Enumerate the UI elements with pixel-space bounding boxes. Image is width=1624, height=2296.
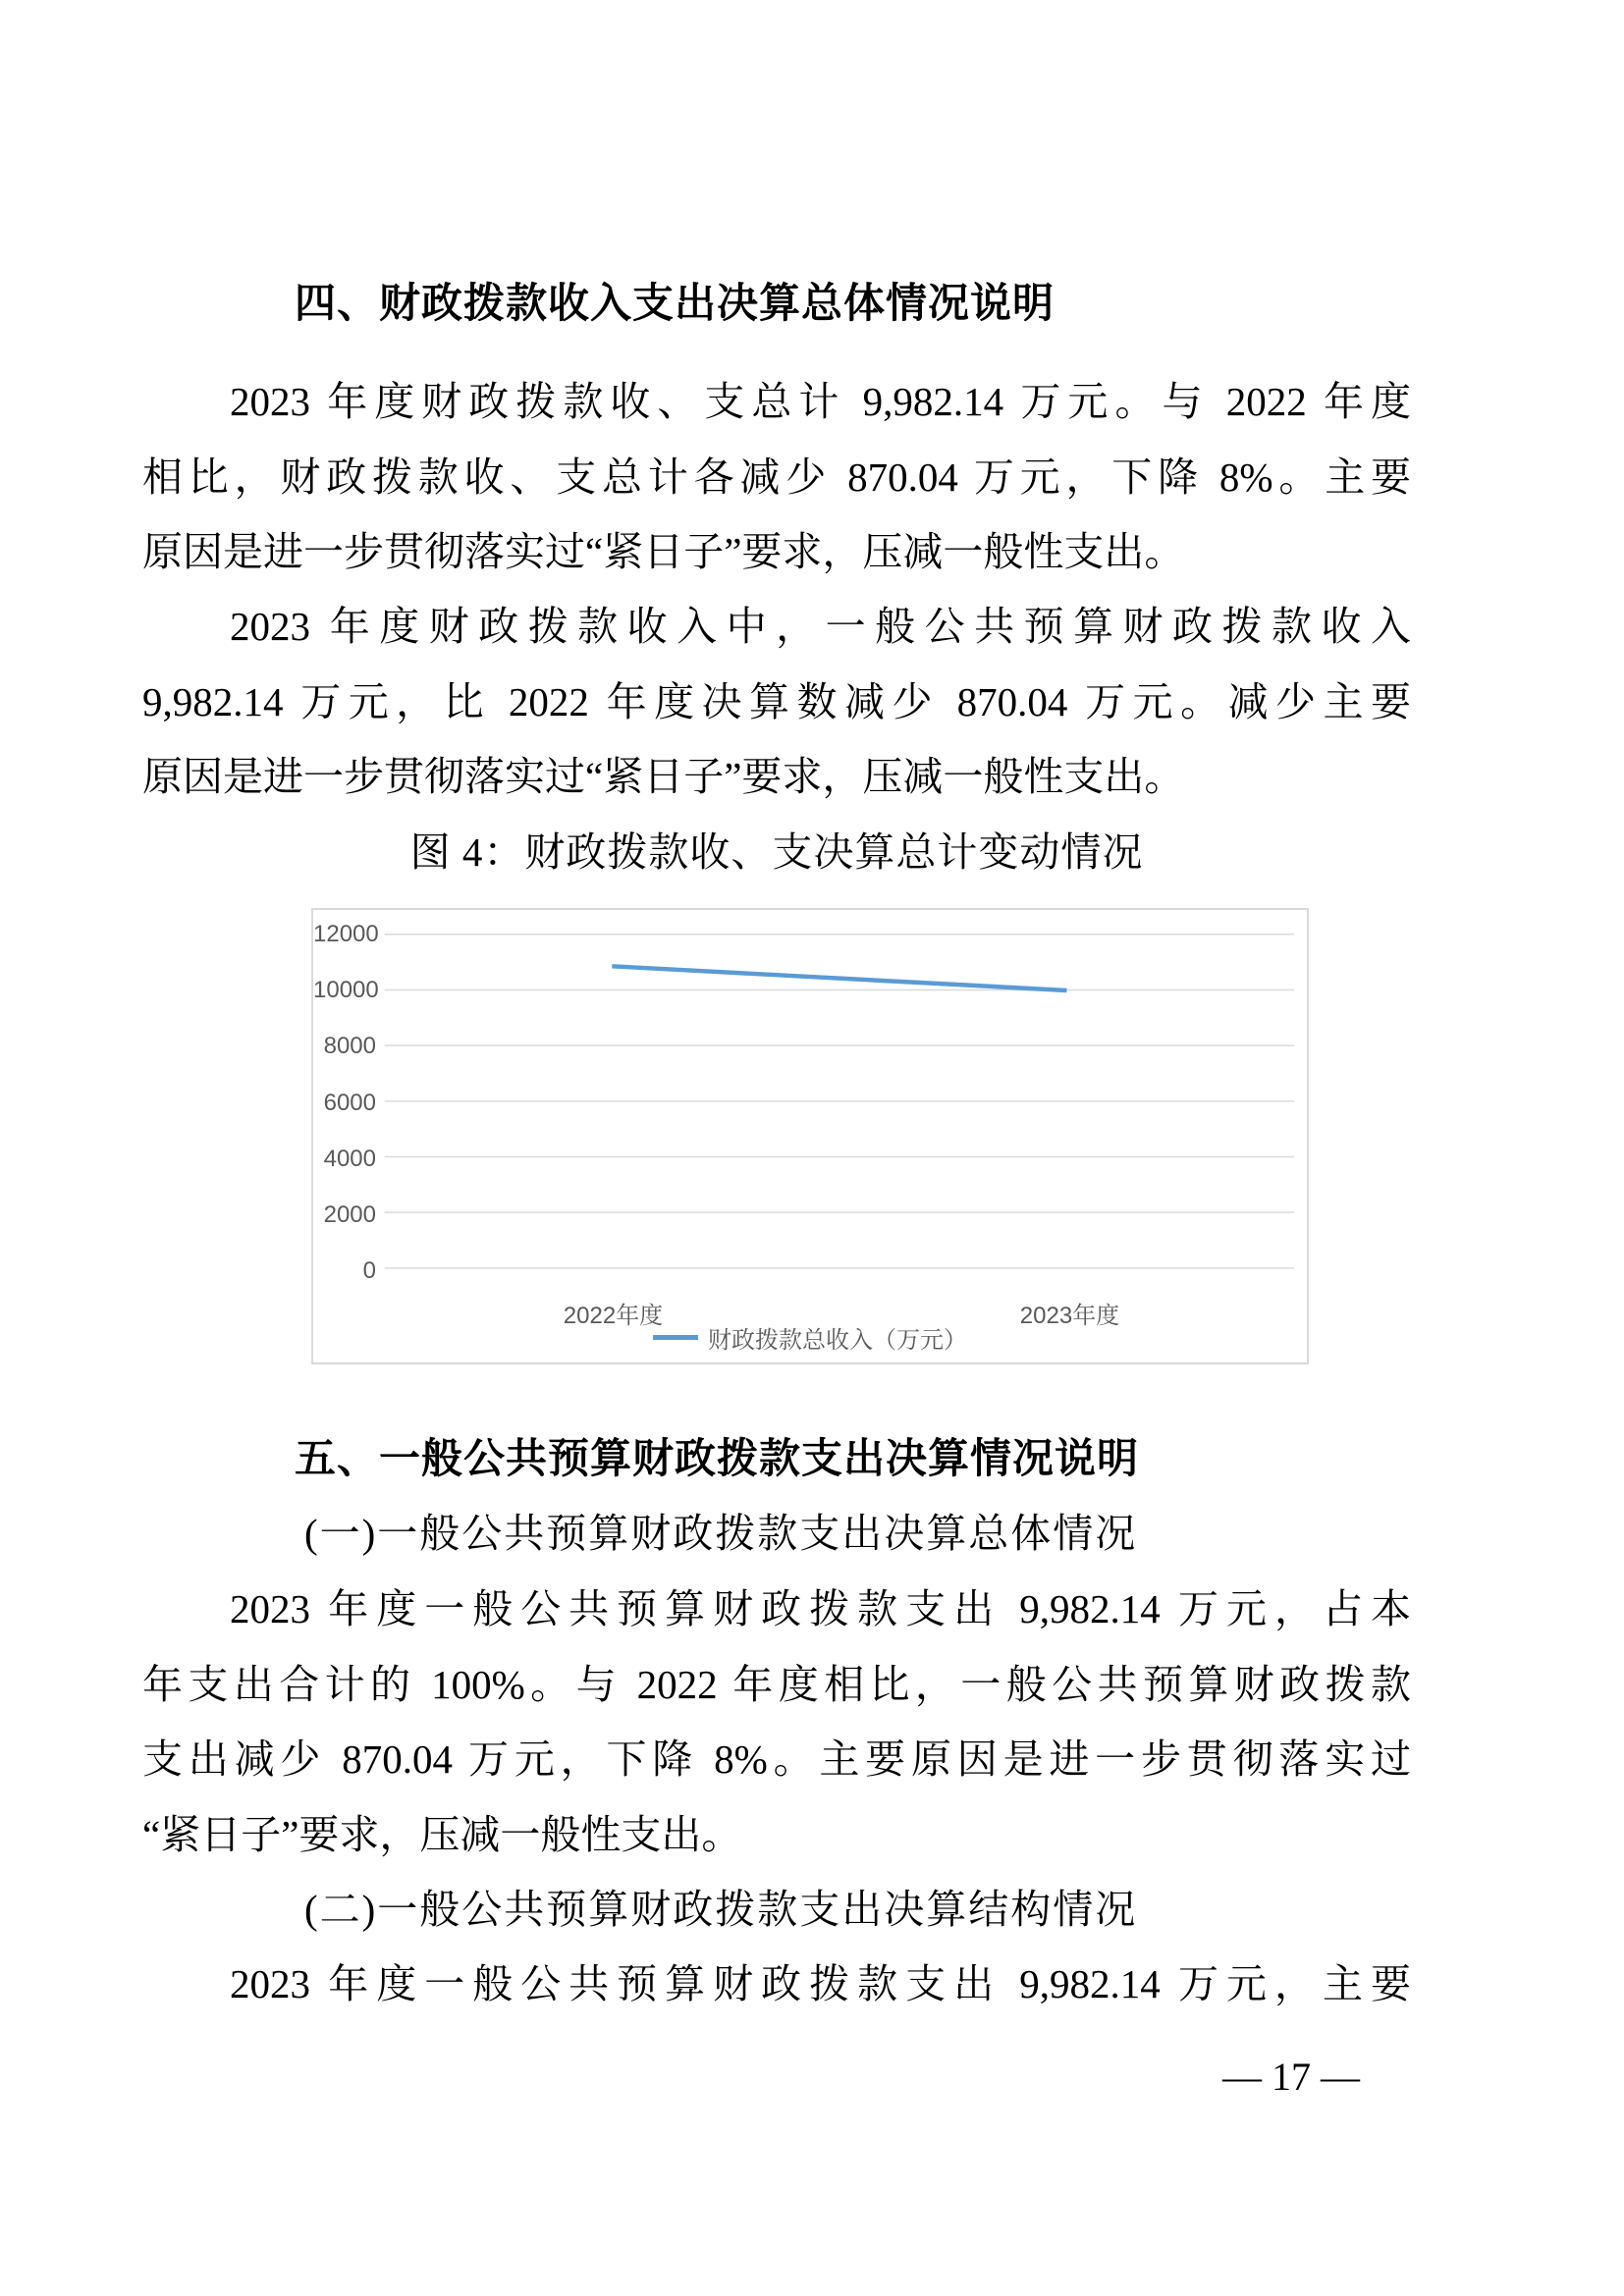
section-5-sub-2: (二)一般公共预算财政拨款支出决算结构情况	[304, 1887, 1138, 1932]
section-4-paragraph-2	[142, 589, 1411, 815]
x-axis-tick-label: 2023年度	[1019, 1303, 1120, 1329]
section-5-paragraph-1	[142, 1572, 1411, 1872]
text-line: 支出减少 870.04 万元，下降 8%。主要原因是进一步贯彻落实过	[142, 1736, 1411, 1782]
text-line: 9,982.14 万元，比 2022 年度决算数减少 870.04 万元。减少主要	[142, 678, 1411, 724]
y-axis-tick-label: 12000	[313, 921, 379, 947]
section-4-paragraph-1	[142, 364, 1411, 590]
text-line: 2023 年度一般公共预算财政拨款支出 9,982.14 万元，占本	[230, 1586, 1411, 1631]
y-axis-tick-label: 8000	[323, 1033, 376, 1060]
y-axis-tick-label: 10000	[313, 977, 379, 1004]
chart-legend	[313, 1320, 1307, 1355]
text-line: 2023 年度一般公共预算财政拨款支出 9,982.14 万元，主要	[230, 1961, 1411, 2006]
section-5-paragraph-2	[142, 1947, 1411, 2022]
y-axis-tick-label: 0	[362, 1257, 376, 1284]
section-5-heading: 五、一般公共预算财政拨款支出决算情况说明	[295, 1435, 1140, 1481]
text-line: 2023 年度财政拨款收、支总计 9,982.14 万元。与 2022 年度	[230, 379, 1411, 424]
y-axis-tick-label: 4000	[323, 1145, 376, 1172]
chart-svg	[313, 910, 1307, 1362]
page-number: — 17 —	[1222, 2055, 1360, 2099]
text-line: 原因是进一步贯彻落实过“紧日子”要求，压减一般性支出。	[142, 529, 1185, 574]
legend-label: 财政拨款总收入（万元）	[708, 1327, 967, 1354]
text-line: 2023 年度财政拨款收入中，一般公共预算财政拨款收入	[230, 604, 1411, 649]
legend-line-swatch	[653, 1335, 698, 1340]
text-line: 原因是进一步贯彻落实过“紧日子”要求，压减一般性支出。	[142, 754, 1185, 799]
figure-4-line-chart	[311, 908, 1309, 1364]
x-axis-tick-label: 2022年度	[563, 1303, 664, 1329]
text-line: 年支出合计的 100%。与 2022 年度相比，一般公共预算财政拨款	[142, 1661, 1411, 1707]
text-line: “紧日子”要求，压减一般性支出。	[142, 1811, 742, 1857]
section-5-sub-1: (一)一般公共预算财政拨款支出决算总体情况	[304, 1511, 1138, 1556]
section-4-heading: 四、财政拨款收入支出决算总体情况说明	[295, 280, 1056, 326]
text-line: 相比，财政拨款收、支总计各减少 870.04 万元，下降 8%。主要	[142, 454, 1411, 500]
figure-4-caption: 图 4：财政拨款收、支决算总计变动情况	[409, 829, 1144, 875]
chart-series-line	[612, 966, 1066, 990]
y-axis-tick-label: 6000	[323, 1089, 376, 1116]
y-axis-tick-label: 2000	[323, 1201, 376, 1228]
